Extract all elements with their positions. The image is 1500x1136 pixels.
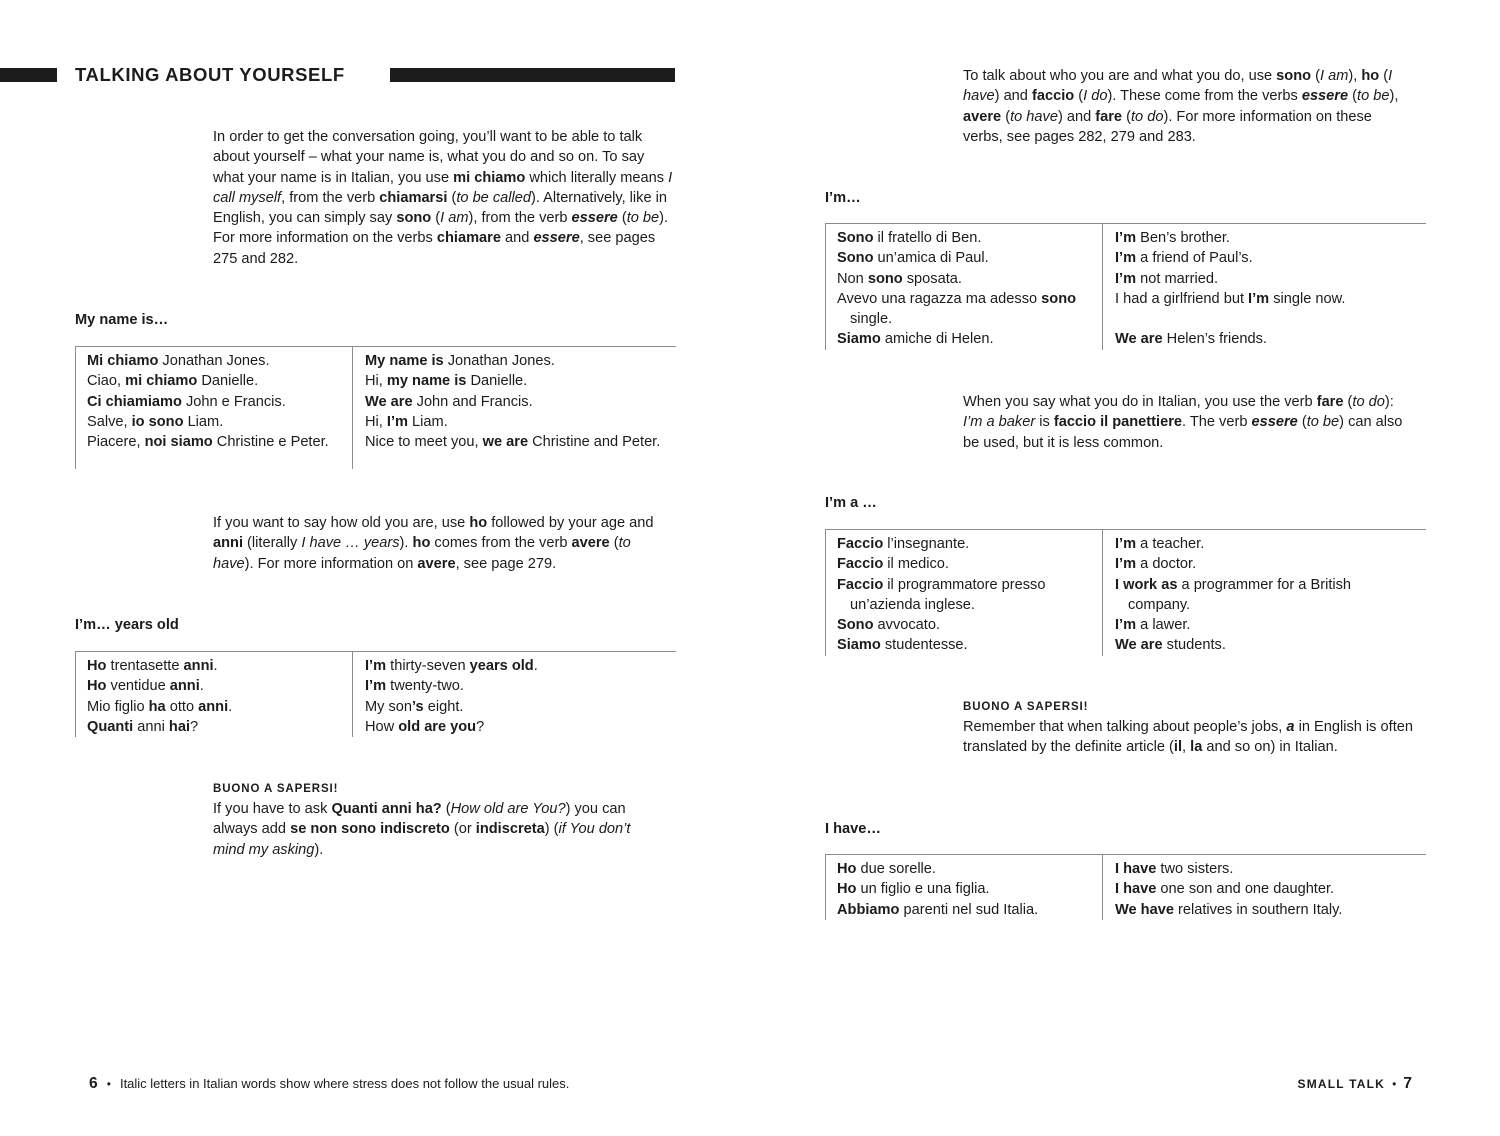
- example-table-name: [75, 346, 676, 469]
- example-line: Ciao, mi chiamo Danielle.: [87, 373, 259, 390]
- example-line: We are students.: [1115, 637, 1226, 654]
- heading-im-a: I’m a …: [825, 495, 877, 511]
- example-line: Sono avvocato.: [837, 617, 941, 634]
- tip-box-left: [213, 779, 653, 860]
- example-line: We are Helen’s friends.: [1115, 331, 1267, 348]
- example-table-job: [825, 529, 1426, 656]
- job-paragraph: When you say what you do in Italian, you use the verb fare (to do): I’m a baker is faccio il panettiere. The verb essere (to be) can also be used, but it is less common.: [963, 394, 1403, 451]
- tip-label: BUONO A SAPERSI!: [213, 783, 339, 795]
- example-line: Ho un figlio e una figlia.: [837, 881, 990, 898]
- example-line: Ho ventidue anni.: [87, 678, 204, 695]
- example-line: I work as a programmer for a British company.: [1115, 576, 1352, 613]
- example-line: I’m thirty-seven years old.: [365, 658, 538, 674]
- example-line: Salve, io sono Liam.: [87, 413, 224, 430]
- example-line: Faccio l’insegnante.: [837, 536, 970, 552]
- example-line: I’m Ben’s brother.: [1115, 230, 1230, 246]
- english-column: [1103, 855, 1426, 920]
- example-line: I’m twenty-two.: [365, 678, 464, 695]
- example-line: Sono il fratello di Ben.: [837, 230, 982, 246]
- page-number-right: 7: [1403, 1075, 1412, 1092]
- english-column: [353, 347, 676, 470]
- english-column: [353, 652, 676, 738]
- example-line: Ci chiamiamo John e Francis.: [87, 393, 286, 410]
- example-line: Sono un’amica di Paul.: [837, 250, 989, 267]
- example-line: Mio figlio ha otto anni.: [87, 698, 233, 715]
- example-line: My son’s eight.: [365, 698, 464, 715]
- intro-paragraph-right: To talk about who you are and what you do, use sono (I am), ho (I have) and faccio (I do). These come from the verbs essere (to be), avere (to have) and fare (to do). For more information on these verbs, see pages 282, 279 and 283.: [963, 68, 1399, 145]
- footnote: Italic letters in Italian words show where stress does not follow the usual rules.: [119, 1076, 570, 1091]
- example-line: I had a girlfriend but I’m single now.: [1115, 290, 1346, 307]
- example-line: Piacere, noi siamo Christine e Peter.: [87, 434, 329, 451]
- section-title: TALKING ABOUT YOURSELF: [75, 64, 345, 85]
- example-line: Mi chiamo Jonathan Jones.: [87, 353, 270, 369]
- italian-column: [826, 224, 1103, 350]
- italian-column: [826, 530, 1103, 656]
- example-line: [1115, 309, 1416, 329]
- example-line: Faccio il programmatore presso un’azienda inglese.: [837, 576, 1046, 613]
- example-line: Abbiamo parenti nel sud Italia.: [837, 901, 1039, 918]
- example-line: I’m a friend of Paul’s.: [1115, 250, 1253, 267]
- section-bar-right: [390, 68, 675, 82]
- example-table-have: [825, 854, 1426, 920]
- example-line: We are John and Francis.: [365, 393, 533, 410]
- bullet-separator: •: [1392, 1077, 1397, 1091]
- example-line: Quanti anni hai?: [87, 718, 199, 735]
- heading-i-have: I have…: [825, 821, 881, 837]
- heading-im: I’m…: [825, 190, 861, 206]
- age-paragraph: If you want to say how old you are, use ho followed by your age and anni (literally I have … years). ho comes from the verb avere (to have). For more information on avere, see page 279.: [213, 515, 654, 572]
- example-line: Ho trentasette anni.: [87, 658, 218, 674]
- tip-text: If you have to ask Quanti anni ha? (How old are You?) you can always add se non sono indiscreto (or indiscreta) (if You don’t mind my asking).: [213, 801, 631, 858]
- english-column: [1103, 530, 1426, 656]
- bullet-separator: •: [106, 1077, 111, 1091]
- example-line: I have two sisters.: [1115, 861, 1234, 877]
- tip-text: Remember that when talking about people’s jobs, a in English is often translated by the definite article (il, la and so on) in Italian.: [963, 719, 1413, 756]
- example-line: My name is Jonathan Jones.: [365, 353, 555, 369]
- example-line: Ho due sorelle.: [837, 861, 936, 877]
- example-line: Avevo una ragazza ma adesso sono single.: [837, 290, 1077, 328]
- example-table-age: [75, 651, 676, 737]
- example-line: I’m a doctor.: [1115, 556, 1197, 573]
- italian-column: [76, 652, 353, 738]
- intro-paragraph: In order to get the conversation going, you’ll want to be able to talk about yourself – what your name is, what you do and so on. To say what your name is in Italian, you use mi chiamo which literally means I call myself, from the verb chiamarsi (to be called). Alternatively, like in English, you can simply say sono (I am), from the verb essere (to be). For more information on the verbs chiamare and essere, see pages 275 and 282.: [213, 129, 673, 267]
- example-line: I’m a lawer.: [1115, 617, 1191, 634]
- left-footer: [89, 1074, 569, 1094]
- page-number-left: 6: [89, 1075, 98, 1092]
- tip-label: BUONO A SAPERSI!: [963, 701, 1089, 713]
- example-line: Nice to meet you, we are Christine and Peter.: [365, 434, 661, 451]
- right-footer: [1298, 1074, 1413, 1094]
- example-line: Siamo studentesse.: [837, 637, 968, 654]
- example-table-im: [825, 223, 1426, 350]
- section-bar-left: [0, 68, 57, 82]
- example-line: I’m not married.: [1115, 270, 1219, 287]
- heading-years-old: I’m… years old: [75, 617, 179, 633]
- example-line: We have relatives in southern Italy.: [1115, 901, 1343, 918]
- example-line: Siamo amiche di Helen.: [837, 331, 994, 348]
- italian-column: [76, 347, 353, 470]
- example-line: I have one son and one daughter.: [1115, 881, 1335, 898]
- heading-my-name-is: My name is…: [75, 312, 169, 328]
- italian-column: [826, 855, 1103, 920]
- example-line: Non sono sposata.: [837, 270, 962, 287]
- example-line: How old are you?: [365, 718, 485, 735]
- example-line: Hi, I’m Liam.: [365, 413, 448, 430]
- tip-box-right: [963, 697, 1413, 758]
- example-line: I’m a teacher.: [1115, 536, 1205, 552]
- running-head: SMALL TALK: [1297, 1077, 1386, 1091]
- english-column: [1103, 224, 1426, 350]
- example-line: Hi, my name is Danielle.: [365, 373, 528, 390]
- example-line: Faccio il medico.: [837, 556, 949, 573]
